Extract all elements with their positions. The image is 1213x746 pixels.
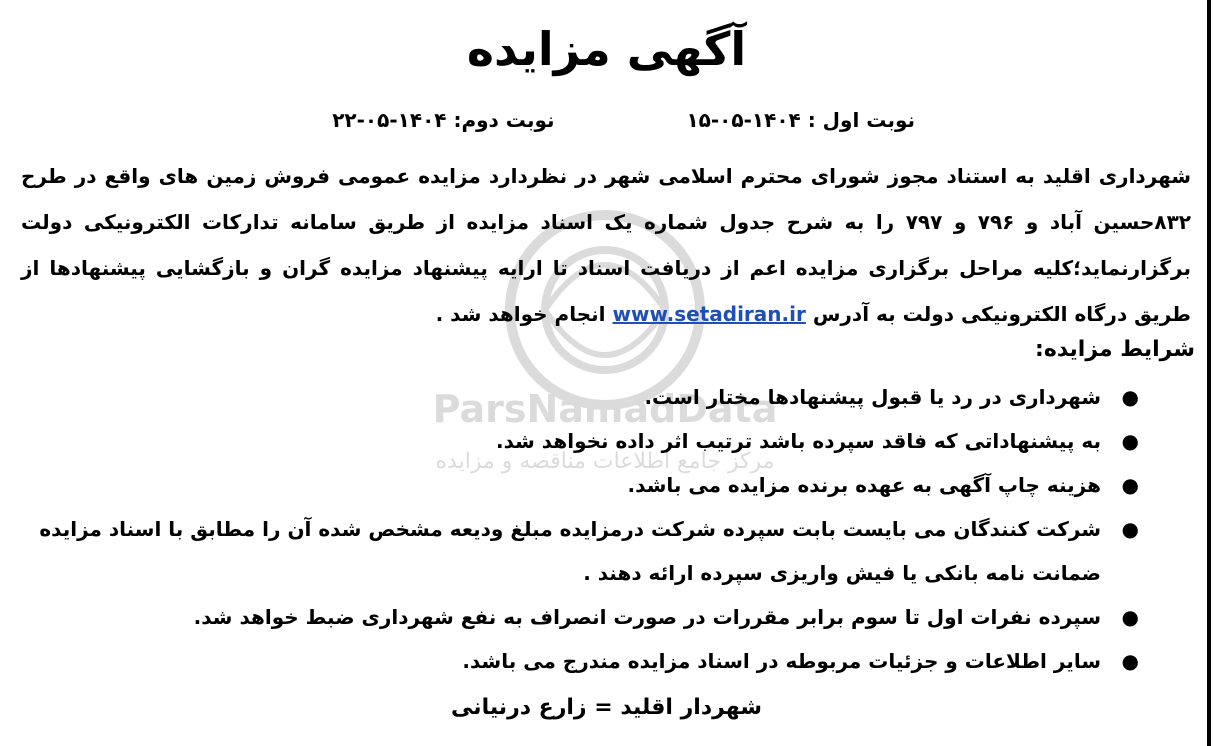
condition-text: سایر اطلاعات و جزئیات مربوطه در اسناد مزایده مندرج می باشد. — [462, 649, 1101, 673]
condition-text: سپرده نفرات اول تا سوم برابر مقررات در صورت انصراف به نفع شهرداری ضبط خواهد شد. — [193, 605, 1101, 629]
first-round-date: ۱۴۰۴-۰۵-۱۵ — [686, 108, 801, 132]
condition-item — [41, 419, 1139, 463]
first-round-label: نوبت اول : — [807, 108, 915, 132]
mayor-signature: شهردار اقلید = زارع درنیانی — [451, 695, 762, 720]
condition-item — [41, 463, 1139, 507]
publication-dates — [332, 104, 915, 136]
condition-item — [41, 375, 1139, 419]
condition-text: هزینه چاپ آگهی به عهده برنده مزایده می باشد. — [627, 473, 1101, 497]
bullet-icon: ● — [1121, 605, 1139, 629]
frame-border-line — [1207, 0, 1211, 746]
bullet-icon: ● — [1121, 429, 1139, 453]
setadiran-link[interactable]: www.setadiran.ir — [612, 302, 806, 326]
condition-item — [0, 507, 1139, 595]
notice-title: آگهی مزایده — [466, 22, 747, 76]
watermark-tagline-text: مرکز جامع اطلاعات مناقصه و مزایده — [435, 449, 775, 474]
condition-text: به پیشنهاداتی که فاقد سپرده باشد ترتیب اثر داده نخواهد شد. — [496, 429, 1101, 453]
watermark-brand-text: ParsNamadData — [432, 387, 778, 431]
body-text-before-link: شهرداری اقلید به استناد مجوز شورای محترم اسلامی شهر در نظردارد مزایده عمومی فروش زمین های واقع در طرح ۸۳۲حسین آباد و ۷۹۶ و ۷۹۷ را به شرح جدول شماره یک اسناد مزایده از طریق سامانه تدارکات الکترونیکی دولت برگزارنماید؛کلیه مراحل برگزاری مزایده اعم از دریافت اسناد تا ارایه پیشنهاد مزایده گران و بازگشایی پیشنهادها از طریق درگاه الکترونیکی دولت به آدرس — [21, 164, 1192, 326]
bullet-icon: ● — [1121, 473, 1139, 497]
body-text-after-link: انجام خواهد شد . — [435, 302, 606, 326]
notice-body-paragraph — [21, 153, 1191, 337]
bullet-icon: ● — [1121, 649, 1139, 673]
bullet-icon: ● — [1121, 385, 1139, 409]
bullet-icon: ● — [1121, 517, 1139, 541]
conditions-list — [39, 375, 1139, 683]
condition-item — [41, 639, 1139, 683]
condition-text: شرکت کنندگان می بایست بابت سپرده شرکت درمزایده مبلغ ودیعه مشخص شده آن را مطابق با اسناد مزایده ضمانت نامه بانکی یا فیش واریزی سپرده ارائه دهند . — [39, 517, 1101, 585]
condition-item — [41, 595, 1139, 639]
conditions-heading: شرایط مزایده: — [1035, 337, 1195, 362]
second-round-date: ۱۴۰۴-۰۵-۲۲ — [332, 108, 447, 132]
condition-text: شهرداری در رد یا قبول پیشنهادها مختار است. — [644, 385, 1101, 409]
second-round-label: نوبت دوم: — [453, 108, 555, 132]
